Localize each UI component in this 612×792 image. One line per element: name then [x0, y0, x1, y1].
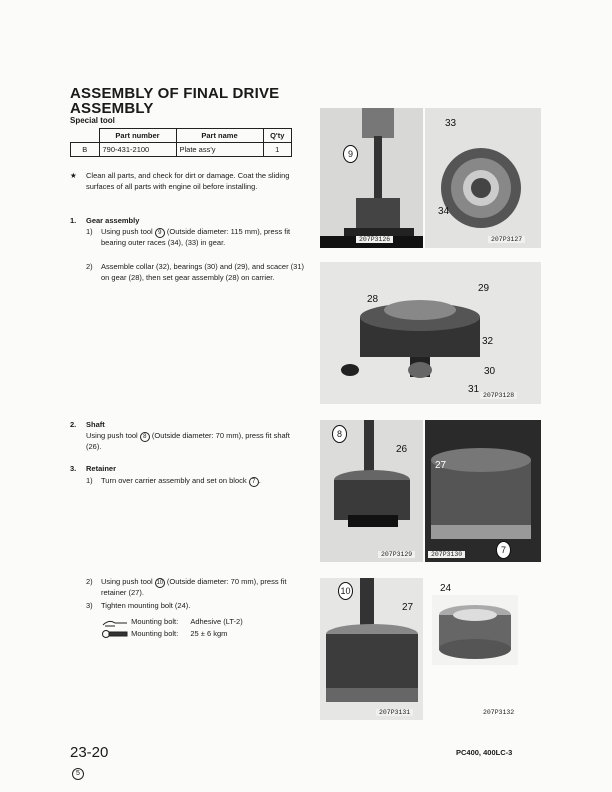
- table-cell-qty: 1: [263, 143, 292, 157]
- table-cell-symbol: B: [71, 143, 100, 157]
- step-3-number: 3.: [70, 464, 77, 473]
- photo-image: [432, 595, 518, 665]
- step-3-2-number: 2): [86, 577, 93, 586]
- photo-carrier-on-block: [425, 420, 541, 562]
- tool-number-badge: 9: [155, 228, 165, 238]
- step-2-text: [86, 431, 306, 453]
- photo-gear-assembly-on-carrier: [320, 262, 541, 404]
- table-cell-part-name: Plate ass'y: [176, 143, 263, 157]
- callout-tool-9: 9: [343, 145, 358, 163]
- callout-part-32: 32: [482, 336, 494, 347]
- photo-retainer-press: [320, 578, 423, 720]
- revision-marker: [72, 762, 84, 780]
- step-2-title: Shaft: [86, 420, 105, 429]
- step-3-2-text-b: (Outside diameter: 70 mm), press fit retainer (27).: [101, 577, 287, 597]
- step-2-number: 2.: [70, 420, 77, 429]
- callout-part-31: 31: [468, 384, 480, 395]
- step-3-1-text: [101, 476, 307, 487]
- revision-badge: 5: [72, 768, 84, 780]
- special-tool-table: [70, 128, 292, 157]
- figure-caption: 207P3128: [480, 392, 517, 399]
- photo-image: [320, 578, 423, 720]
- callout-part-30: 30: [484, 366, 496, 377]
- figure-caption: 207P3129: [378, 551, 415, 558]
- step-1-1-number: 1): [86, 227, 93, 236]
- figure-caption: 207P3131: [376, 709, 413, 716]
- table-cell-part-number: 790-431-2100: [99, 143, 176, 157]
- step-1-title: Gear assembly: [86, 216, 140, 225]
- callout-part-34: 34: [438, 206, 450, 217]
- step-3-1-text-a: Turn over carrier assembly and set on block: [101, 476, 247, 485]
- step-1-number: 1.: [70, 216, 77, 225]
- step-1-2-number: 2): [86, 262, 93, 271]
- table-header-qty: Q'ty: [263, 129, 292, 143]
- step-3-2-text-a: Using push tool: [101, 577, 153, 586]
- photo-image: [425, 108, 541, 248]
- tool-number-badge: 7: [249, 477, 259, 487]
- callout-tool-7: 7: [496, 541, 511, 559]
- figure-caption: 207P3132: [483, 709, 515, 716]
- photo-image: [320, 262, 541, 404]
- table-header-row: [71, 129, 292, 143]
- step-3-3-text: Tighten mounting bolt (24).: [101, 601, 191, 610]
- step-1-1-text-a: Using push tool: [101, 227, 153, 236]
- spec-row: [101, 617, 301, 628]
- step-3-1-number: 1): [86, 476, 93, 485]
- note-marker: ★: [70, 171, 77, 180]
- callout-part-27: 27: [402, 602, 414, 613]
- callout-part-26: 26: [396, 444, 408, 455]
- callout-tool-8: 8: [332, 425, 347, 443]
- step-1-1-text: [101, 227, 307, 249]
- torque-wrench-icon: [101, 629, 129, 639]
- special-tool-heading: Special tool: [70, 116, 115, 125]
- step-1-1-text-b: (Outside diameter: 115 mm), press fit bearing outer races (34), (33) in gear.: [101, 227, 291, 247]
- photo-mounting-bolt: [432, 595, 518, 665]
- step-3-3-number: 3): [86, 601, 93, 610]
- callout-part-28: 28: [367, 294, 379, 305]
- photo-image: [320, 108, 423, 248]
- spec-row: [101, 629, 301, 640]
- spec-value: Adhesive (LT-2): [190, 617, 243, 626]
- callout-part-27: 27: [435, 460, 447, 471]
- photo-image: [425, 420, 541, 562]
- callout-part-24: 24: [440, 583, 452, 594]
- figure-caption: 207P3127: [488, 236, 525, 243]
- page-title: ASSEMBLY OF FINAL DRIVE ASSEMBLY: [70, 85, 280, 117]
- figure-caption: 207P3126: [356, 236, 393, 243]
- spec-value: 25 ± 6 kgm: [190, 629, 228, 638]
- spec-label: Mounting bolt:: [131, 617, 179, 626]
- model-label: PC400, 400LC-3: [456, 748, 513, 757]
- note-text: Clean all parts, and check for dirt or damage. Coat the sliding surfaces of all parts with engine oil before installing.: [86, 171, 290, 191]
- tool-number-badge: 10: [156, 580, 164, 586]
- page-number: 23-20: [70, 744, 109, 761]
- step-1-2-text: Assemble collar (32), bearings (30) and (29), and scacer (31) on gear (28), then set gear assembly (28) on carrier.: [101, 262, 305, 282]
- callout-part-29: 29: [478, 283, 490, 294]
- photo-push-tool-9: [320, 108, 423, 248]
- callout-tool-10: 10: [338, 582, 353, 600]
- spec-label: Mounting bolt:: [131, 629, 179, 638]
- step-3-2-text: [101, 577, 307, 599]
- tool-number-badge: 8: [140, 432, 150, 442]
- step-2-text-a: Using push tool: [86, 431, 138, 440]
- callout-part-33: 33: [445, 118, 457, 129]
- photo-gear-races: [425, 108, 541, 248]
- figure-caption: 207P3130: [428, 551, 465, 558]
- table-header-blank: [71, 129, 100, 143]
- adhesive-icon: [101, 617, 129, 627]
- table-row: [71, 143, 292, 157]
- table-header-part-name: Part name: [176, 129, 263, 143]
- step-3-title: Retainer: [86, 464, 117, 473]
- table-header-part-number: Part number: [99, 129, 176, 143]
- step-3-1-text-b: .: [258, 476, 261, 485]
- step-2-text-b: (Outside diameter: 70 mm), press fit shaft (26).: [86, 431, 290, 451]
